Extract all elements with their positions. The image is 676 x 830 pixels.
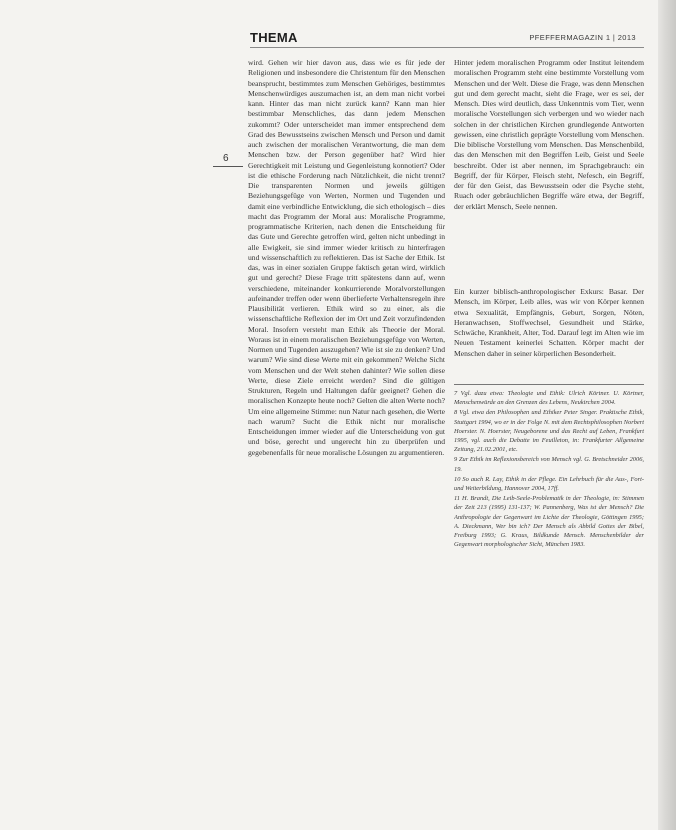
footnote-rule: [454, 384, 644, 385]
footnote: 10 So auch R. Lay, Ethik in der Pflege. Ein Lehrbuch für die Aus-, Fort- und Weiterbildung, Hannover 2004, 17ff.: [454, 475, 644, 493]
header-rule: [250, 47, 644, 48]
page-edge-shadow: [658, 0, 676, 830]
page-number: 6: [223, 153, 229, 164]
left-text-column: [248, 58, 445, 638]
footnote: 7 Vgl. dazu etwa: Theologie und Ethik: Ulrich Körtner. U. Körtner, Menschenwürde an den Grenzen des Lebens, Neukirchen 2004.: [454, 390, 644, 407]
magazine-title: PFEFFERMAGAZIN 1 | 2013: [529, 33, 636, 42]
section-title: THEMA: [250, 30, 298, 45]
footnotes: [454, 389, 644, 625]
footnote: 11 H. Brandt, Die Leib-Seele-Problematik in der Theologie, in: Stimmen der Zeit 213 (1995) 131-137; W. Pannenberg, Was ist der Mensch? Die Anthropologie der Gegenwart im Lichte der Theologie, Göttingen 1995; A. Dieckmann, Wer bin ich? Der Mensch als Abbild Gottes der Bibel, Freiburg 1993; G. Kraus, Bildkunde Mensch. Menschenbilder der Gegenwart morphologischer Sicht, München 1983.: [454, 495, 644, 549]
footnote: 9 Zur Ethik im Reflexionsbereich von Mensch vgl. G. Bretschneider 2006, 19.: [454, 456, 644, 473]
page-number-rule: [213, 166, 243, 167]
left-column-text: wird. Gehen wir hier davon aus, dass wie es für jede der Religionen und insbesondere die Christentum für den Menschen beansprucht, bestimmtes zum Menschen Gehöriges, bestimmtes Menschenwürdiges auszumachen ist, an dem man nicht vorbei kann. Hinter das man nicht zurück kann? Kann man hier bestimmbar Menschliches, das dann jedem Menschen zukommt? Oder unterscheidet man immer entsprechend dem Grad des Bewusstseins zwischen Mensch und Person und damit auch zwischen der moralischen Verantwortung, die man dem Menschen bzw. der Person gegenüber hat? Wird hier Gerechtigkeit mit Leistung und Gegenleistung konnotiert? Oder ist die ethische Forderung nach Nützlichkeit, die nicht trennt? Die transparenten Normen und jeweils gültigen Beziehungsgefüge von Werten, Normen und Tugenden und damit eine verbindliche Entwicklung, die sich ethologisch – dies macht das Programm der Moral aus: Moralische Programme, programmatische Kriterien, nach denen die Entscheidung für das Gute und Gerechte getroffen wird, gelten nicht unbedingt in alle Ewigkeit, sie sind immer wieder kritisch zu hinterfragen und wissenschaftlich zu reflektieren. Das ist Sache der Ethik. Ist das, was in einer sozialen Gruppe faktisch getan wird, wirklich gut und gerecht? Diese Frage tritt spätestens dann auf, wenn verschiedene, miteinander konkurrierende Moralvorstellungen aufeinander treffen oder wenn überlieferte Verhaltensregeln ihre Plausibilität verlieren. Ethik wird so zu einer, als die wissenschaftliche Reflexion der im Ort und Zeit vorzufindenden Moral. Insofern versteht man Ethik als Theorie der Moral. Woraus ist in einem moralischen Beziehungsgefüge von Werten, Normen und Tugenden auszugehen? Wie ist sie zu denken? Und warum? Wie sind diese Werte mit ein gekommen? Welche Sicht vom Menschen und der Welt stehen dahinter? Wie sollen diese Werte, diese Ziele erreicht werden? Sind die gültigen Strukturen, Regeln und Haltungen dafür geeignet? Gehen die moralischen Konzepte heute noch? Gelten die alten Werte noch? Um eine allgemeine Stimme: nun Natur nach gesehen, die Werte nach warum? Sucht die Ethik nicht nur moralische Entscheidungen immer wieder auf die Unterscheidung von gut und böse, gerecht und ungerecht hin zu überprüfen und gegebenenfalls für neue moralische Lösungen zu argumentieren.: [248, 58, 445, 457]
right-paragraph-1: Hinter jedem moralischen Programm oder Institut leitendem moralischen Programm steht eine bestimmte Vorstellung vom Menschen und der Welt. Diese die Frage, was denn Menschen gut und dem gerecht macht, sieht die Frage, wer es sei, der Mensch. Dies wird deutlich, dass Unkenntnis vom Tier, wenn moralische Vorstellungen sich verbergen und wo wieder nach solchen in der christlichen Kirchen grundlegende Antworten gewissen, eine christlich geprägte Vorstellung vom Menschen. Die biblische Vorstellung vom Menschen. Das Menschenbild, das den Menschen mit den Begriffen Leib, Geist und Seele beschreibt. Oder ist aber nennen, im Sprachgebrauch: ein Begriff, der für Körper, Fleisch steht, Nefesch, ein Begriff, der für den Geist, das Bewusstsein oder die Psyche steht, Ruach oder gebräuchlichen Begriffe wäre etwa, der Begriff, der erklärt Mensch, Seele nennen.: [454, 58, 644, 211]
footnote: 8 Vgl. etwa den Philosophen und Ethiker Peter Singer. Praktische Ethik, Stuttgart 1994, wo er in der Folge N. mit dem Rechtsphilosophen Norbert Hoerster. N. Hoerster, Neugeborene und das Recht auf Leben, Frankfurt 1995, vgl. auch die Debatte im Feuilleton, in: Frankfurter Allgemeine Zeitung, 21.02.2001, etc.: [454, 409, 644, 454]
right-text-column: [454, 58, 644, 625]
right-paragraph-2: Ein kurzer biblisch-anthropologischer Exkurs: Basar. Der Mensch, im Körper, Leib alles, was wir von Körper kennen etwa Sexualität, Empfängnis, Geburt, Sorgen, Nöten, Heranwachsen, Stoffwechsel, Gesundheit und Stärke, Schwäche, Krankheit, Alter, Tod. Darauf legt im Alten wie im Neuen Testament keinerlei Schatten. Körper macht der Menschen daher in seiner körperlichen Besonderheit.: [454, 287, 644, 358]
